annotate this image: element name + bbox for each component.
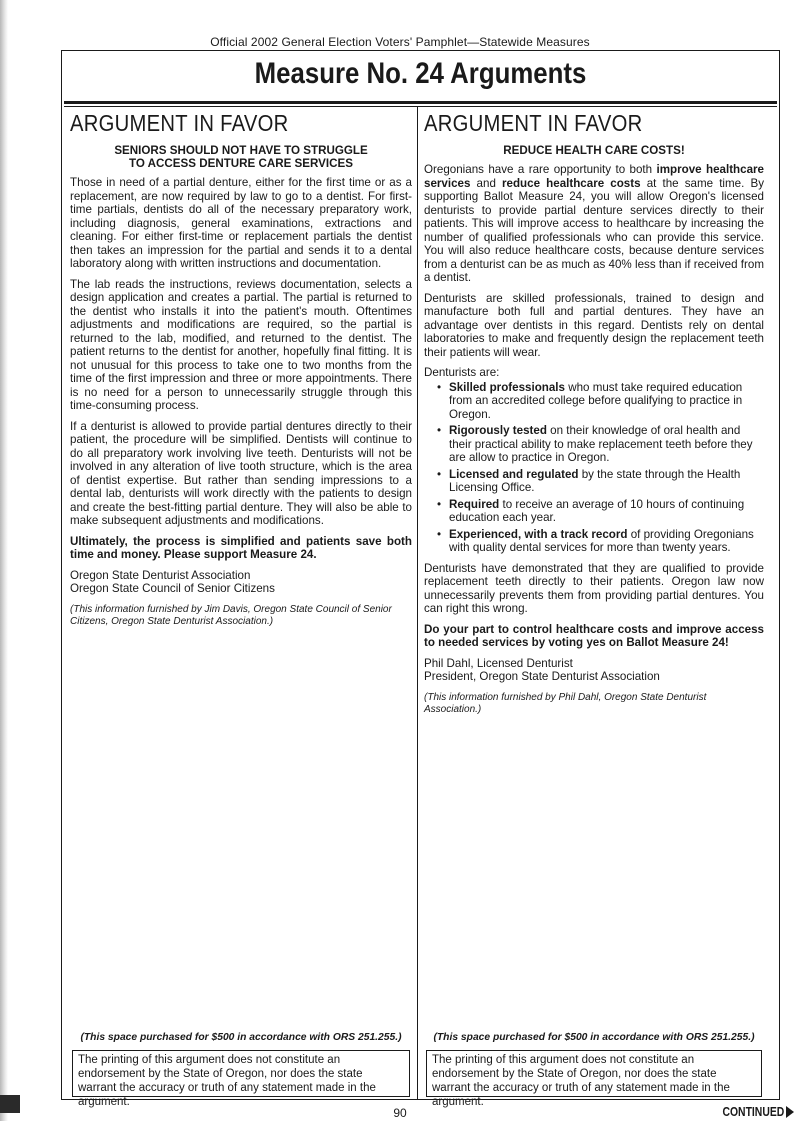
left-closing-statement: Ultimately, the process is simplified and patients save both time and money. Please support Measure 24. <box>70 534 412 561</box>
emphasis-text: reduce healthcare costs <box>502 176 641 190</box>
page-number: 90 <box>393 1106 407 1120</box>
list-item-text: to receive an average of 10 hours of continuing education each year. <box>449 497 745 524</box>
scan-edge <box>0 0 8 1121</box>
left-argument-subheading <box>70 144 412 170</box>
right-paragraph <box>424 163 764 285</box>
arrow-right-icon <box>786 1106 794 1118</box>
continued-label: CONTINUED <box>722 1104 784 1119</box>
text-run: Oregonians have a rare opportunity to both <box>424 163 657 176</box>
list-item-label: Rigorously tested <box>449 424 547 437</box>
list-item-label: Experienced, with a track record <box>449 527 628 541</box>
list-item <box>434 381 764 422</box>
running-head: Official 2002 General Election Voters' Pamphlet—Statewide Measures <box>210 35 590 49</box>
right-argument <box>424 110 764 723</box>
list-item-label: Required <box>449 497 500 511</box>
right-paragraph: Denturists are skilled professionals, trained to design and manufacture both full and partial dentures. They have an advantage over dentists in this regard. Dentists rely on dental laboratories to make and frequently design the replacement teeth their patients will wear. <box>424 291 764 359</box>
text-run: and <box>470 176 503 190</box>
left-paragraph: If a denturist is allowed to provide partial dentures directly to their patient, the procedure will be simplified. Dentists will continue to do all preparatory work involving live teeth. Denturists will not be involved in any alteration of live tooth structure, which is the area of dentist expertise. But rather than sending impressions to a dental lab, denturists will work directly with the patients to design and create the best-fitting partial denture. They will also be able to make subsequent adjustments and modifications. <box>70 419 412 527</box>
list-item-label: Licensed and regulated <box>449 467 579 481</box>
scan-edge-mark <box>0 1095 20 1113</box>
left-argument-heading: ARGUMENT IN FAVOR <box>70 110 289 136</box>
left-disclaimer-box: The printing of this argument does not constitute an endorsement by the State of Oregon, nor does the state warrant the accuracy or truth of any statement made in the argument. <box>72 1050 410 1097</box>
right-signer: President, Oregon State Denturist Association <box>424 670 660 683</box>
right-signers <box>424 657 764 684</box>
title-rule-thick <box>64 101 777 104</box>
list-item-text: of providing Oregonians with quality dental services for more than twenty years. <box>449 527 754 554</box>
left-signers <box>70 569 412 596</box>
continued-indicator <box>707 1104 794 1119</box>
right-paragraph: Denturists have demonstrated that they are qualified to provide replacement teeth directly to their patients. Oregon law now unnecessarily prevents them from providing partial dentures. You can right this wrong. <box>424 561 764 615</box>
right-argument-subheading: REDUCE HEALTH CARE COSTS! <box>503 144 685 157</box>
list-item-text: by the state through the Health Licensing Office. <box>449 467 741 494</box>
right-signer: Phil Dahl, Licensed Denturist <box>424 656 573 670</box>
left-purchase-note: (This space purchased for $500 in accordance with ORS 251.255.) <box>80 1032 402 1043</box>
left-argument <box>70 110 412 635</box>
list-item-text: who must take required education from an accredited college before qualifying to practice in Oregon. <box>449 380 743 421</box>
left-signer: Oregon State Council of Senior Citizens <box>70 582 275 595</box>
right-argument-heading: ARGUMENT IN FAVOR <box>424 110 643 136</box>
left-signer: Oregon State Denturist Association <box>70 568 251 582</box>
list-item-text: on their knowledge of oral health and their practical ability to make replacement teeth before they are allow to practice in Oregon. <box>449 424 753 464</box>
emphasis-text: improve healthcare services <box>424 163 764 190</box>
list-intro: Denturists are: <box>424 366 500 379</box>
left-furnished-note: (This information furnished by Jim Davis, Oregon State Council of Senior Citizens, Oregon State Denturist Association.) <box>70 603 392 627</box>
right-purchase-note: (This space purchased for $500 in accordance with ORS 251.255.) <box>433 1032 755 1043</box>
left-subheading-line1: SENIORS SHOULD NOT HAVE TO STRUGGLE <box>114 144 368 157</box>
column-divider <box>417 107 418 1100</box>
left-subheading-line2: TO ACCESS DENTURE CARE SERVICES <box>129 157 353 170</box>
right-closing-statement: Do your part to control healthcare costs and improve access to needed services by voting yes on Ballot Measure 24! <box>424 622 764 649</box>
denturist-qualifications-list <box>424 381 764 555</box>
list-item <box>434 528 764 555</box>
page-title: Measure No. 24 Arguments <box>254 57 587 90</box>
text-run: at the same time. By supporting Ballot Measure 24, you will allow Oregon's licensed denturists to provide partial denture services directly to their patients. This will improve access to healthcare by increasing the number of qualified professionals who can provide this service. You will also reduce healthcare costs, because denture services from a denturist can be as much as 40% less than if received from a dentist. <box>424 176 764 284</box>
list-item-label: Skilled professionals <box>449 380 565 394</box>
list-item <box>434 498 764 525</box>
left-paragraph: Those in need of a partial denture, either for the first time or as a replacement, are now required by law to go to a dentist. For first-time partials, dentists do all of the necessary preparatory work, including diagnosis, general examinations, extractions and cleaning. For either first-time or replacement partials the dentist then takes an impression for the partial and sends it to a dental laboratory along with written instructions and documentation. <box>70 176 412 270</box>
left-paragraph: The lab reads the instructions, reviews documentation, selects a design application and creates a partial. The partial is returned to the dentist who installs it into the patient's mouth. Oftentimes adjustments and modifications are required, so the partial is returned to the lab, modified, and returned to the dentist. The patient returns to the dentist for another, hopefully final fitting. It is not unusual for this process to take one to two months from the time of the first impression and three or more appointments. There is no need for a person to unnecessarily struggle through this time-consuming process. <box>70 277 412 412</box>
title-rule-thin <box>64 106 777 107</box>
right-furnished-note: (This information furnished by Phil Dahl, Oregon State Denturist Association.) <box>424 691 707 715</box>
list-item <box>434 468 764 495</box>
right-disclaimer-box: The printing of this argument does not constitute an endorsement by the State of Oregon, nor does the state warrant the accuracy or truth of any statement made in the argument. <box>426 1050 762 1097</box>
list-item <box>434 424 764 465</box>
